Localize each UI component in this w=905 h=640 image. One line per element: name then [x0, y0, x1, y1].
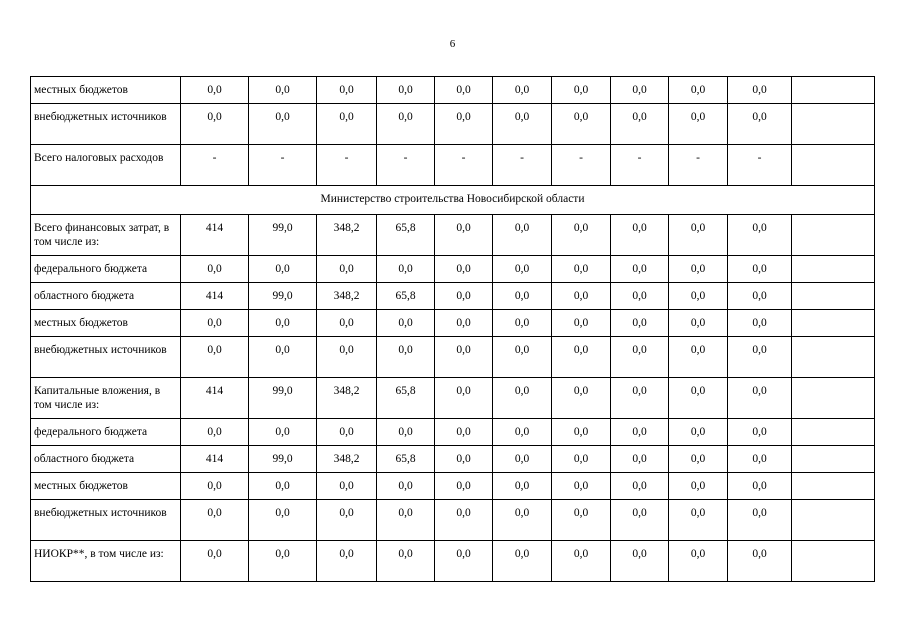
table-row	[31, 378, 875, 419]
table-cell	[792, 337, 875, 378]
row-label: местных бюджетов	[31, 310, 181, 337]
table-cell: 0,0	[552, 215, 611, 256]
table-cell: 0,0	[669, 215, 728, 256]
table-row	[31, 500, 875, 541]
table-cell: 0,0	[493, 337, 552, 378]
table-cell: 0,0	[611, 446, 669, 473]
table-cell: 0,0	[728, 473, 792, 500]
table-cell: 0,0	[669, 256, 728, 283]
table-cell: 0,0	[552, 473, 611, 500]
table-cell: 0,0	[728, 541, 792, 582]
table-row	[31, 446, 875, 473]
table-cell: 0,0	[435, 77, 493, 104]
table-cell: 0,0	[249, 500, 317, 541]
table-cell: 0,0	[493, 215, 552, 256]
table-cell	[792, 419, 875, 446]
table-cell	[792, 446, 875, 473]
table-row	[31, 310, 875, 337]
table-cell: 0,0	[552, 310, 611, 337]
table-cell: 0,0	[181, 310, 249, 337]
table-cell: 0,0	[728, 419, 792, 446]
table-cell: -	[435, 145, 493, 186]
table-cell: 414	[181, 378, 249, 419]
table-cell	[792, 378, 875, 419]
table-cell: 0,0	[611, 77, 669, 104]
table-cell: 0,0	[611, 419, 669, 446]
table-cell: 0,0	[377, 310, 435, 337]
table-cell: -	[552, 145, 611, 186]
table-cell: 0,0	[728, 500, 792, 541]
table-cell: 99,0	[249, 378, 317, 419]
table-row	[31, 215, 875, 256]
table-cell: 0,0	[435, 378, 493, 419]
table-cell: 0,0	[669, 500, 728, 541]
table-cell: 0,0	[728, 77, 792, 104]
table-cell: 0,0	[669, 283, 728, 310]
table-cell: 0,0	[552, 378, 611, 419]
table-cell: 0,0	[728, 256, 792, 283]
table-cell: 0,0	[317, 419, 377, 446]
table-cell	[792, 145, 875, 186]
table-body	[31, 77, 875, 582]
table-cell: 0,0	[669, 337, 728, 378]
table-cell: 0,0	[377, 77, 435, 104]
table-cell: 0,0	[669, 104, 728, 145]
table-cell: 65,8	[377, 215, 435, 256]
table-cell: 0,0	[435, 215, 493, 256]
table-cell: -	[493, 145, 552, 186]
table-cell: 0,0	[611, 215, 669, 256]
table-cell: 0,0	[728, 378, 792, 419]
table-row	[31, 256, 875, 283]
table-cell: 0,0	[377, 419, 435, 446]
table-cell: 0,0	[249, 473, 317, 500]
table-cell: 0,0	[377, 500, 435, 541]
table-cell: 0,0	[249, 310, 317, 337]
table-row	[31, 541, 875, 582]
table-cell: 0,0	[249, 256, 317, 283]
table-row	[31, 283, 875, 310]
table-row	[31, 473, 875, 500]
row-label: местных бюджетов	[31, 473, 181, 500]
table-cell: 0,0	[493, 378, 552, 419]
table-cell: 0,0	[493, 256, 552, 283]
table-cell: 0,0	[493, 500, 552, 541]
table-cell	[792, 541, 875, 582]
table-cell: 0,0	[611, 310, 669, 337]
table-cell: 348,2	[317, 283, 377, 310]
table-cell: 0,0	[181, 541, 249, 582]
table-cell: 0,0	[435, 104, 493, 145]
table-cell: 0,0	[728, 104, 792, 145]
table-cell: 0,0	[493, 77, 552, 104]
table-cell	[792, 215, 875, 256]
table-cell: 0,0	[435, 473, 493, 500]
table-cell: 0,0	[493, 310, 552, 337]
table-cell: 0,0	[249, 104, 317, 145]
table-cell: 0,0	[552, 500, 611, 541]
table-cell: 0,0	[611, 337, 669, 378]
table-cell: 0,0	[611, 541, 669, 582]
table-cell: 0,0	[317, 337, 377, 378]
table-cell: 65,8	[377, 378, 435, 419]
table-cell	[792, 104, 875, 145]
table-cell: 0,0	[611, 104, 669, 145]
table-cell: 0,0	[249, 541, 317, 582]
table-cell: 0,0	[317, 104, 377, 145]
table-cell: 0,0	[728, 446, 792, 473]
table-cell: 0,0	[493, 104, 552, 145]
table-cell: 0,0	[611, 283, 669, 310]
table-cell: 99,0	[249, 446, 317, 473]
table-cell: 0,0	[552, 419, 611, 446]
budget-table	[30, 76, 875, 582]
table-cell: 0,0	[669, 378, 728, 419]
table-cell: 348,2	[317, 446, 377, 473]
table-row	[31, 337, 875, 378]
row-label: федерального бюджета	[31, 419, 181, 446]
table-cell: 0,0	[611, 378, 669, 419]
table-cell: 0,0	[435, 541, 493, 582]
table-cell: 0,0	[493, 541, 552, 582]
row-label: Капитальные вложения, в том числе из:	[31, 378, 181, 419]
table-cell: 0,0	[669, 446, 728, 473]
table-cell: 0,0	[435, 283, 493, 310]
table-row	[31, 77, 875, 104]
table-cell	[792, 77, 875, 104]
table-cell: -	[728, 145, 792, 186]
section-title: Министерство строительства Новосибирской области	[31, 186, 875, 215]
row-label: областного бюджета	[31, 446, 181, 473]
table-cell: 0,0	[317, 500, 377, 541]
row-label: местных бюджетов	[31, 77, 181, 104]
table-cell: 0,0	[317, 473, 377, 500]
table-row	[31, 419, 875, 446]
table-cell: 99,0	[249, 283, 317, 310]
table-cell: -	[249, 145, 317, 186]
table-cell: 0,0	[669, 310, 728, 337]
table-cell: 0,0	[669, 419, 728, 446]
table-cell: -	[611, 145, 669, 186]
row-label: Всего налоговых расходов	[31, 145, 181, 186]
table-row	[31, 104, 875, 145]
table-cell: 414	[181, 215, 249, 256]
table-cell: 99,0	[249, 215, 317, 256]
table-cell: 0,0	[249, 419, 317, 446]
table-row	[31, 145, 875, 186]
row-label: внебюджетных источников	[31, 337, 181, 378]
table-cell: 0,0	[181, 256, 249, 283]
table-cell	[792, 310, 875, 337]
table-cell: 0,0	[493, 283, 552, 310]
table-cell: 0,0	[377, 473, 435, 500]
table-cell: 0,0	[435, 446, 493, 473]
table-cell: 0,0	[377, 256, 435, 283]
table-cell	[792, 256, 875, 283]
table-cell: 0,0	[552, 104, 611, 145]
table-cell: -	[181, 145, 249, 186]
table-cell	[792, 473, 875, 500]
table-cell: 0,0	[249, 337, 317, 378]
table-cell: 0,0	[728, 283, 792, 310]
table-cell: 0,0	[728, 337, 792, 378]
table-cell: 414	[181, 446, 249, 473]
table-cell: 0,0	[435, 310, 493, 337]
table-cell: 0,0	[611, 256, 669, 283]
table-cell: 414	[181, 283, 249, 310]
table-cell: 0,0	[181, 337, 249, 378]
table-cell: 0,0	[493, 473, 552, 500]
table-cell: 0,0	[611, 500, 669, 541]
table-cell: 0,0	[552, 256, 611, 283]
row-label: областного бюджета	[31, 283, 181, 310]
table-cell: 0,0	[552, 283, 611, 310]
table-cell: 0,0	[317, 310, 377, 337]
row-label: внебюджетных источников	[31, 104, 181, 145]
table-cell: 0,0	[377, 541, 435, 582]
row-label: НИОКР**, в том числе из:	[31, 541, 181, 582]
table-cell: 0,0	[181, 104, 249, 145]
table-cell: 0,0	[552, 337, 611, 378]
table-cell: 0,0	[728, 310, 792, 337]
page-number: 6	[449, 38, 456, 50]
table-cell: 0,0	[435, 256, 493, 283]
table-cell: 0,0	[317, 77, 377, 104]
table-cell: 0,0	[669, 541, 728, 582]
table-cell: 65,8	[377, 446, 435, 473]
table-cell: 0,0	[317, 541, 377, 582]
table-cell: 0,0	[435, 500, 493, 541]
table-cell: 0,0	[377, 104, 435, 145]
table-cell: 65,8	[377, 283, 435, 310]
table-cell: 0,0	[317, 256, 377, 283]
table-cell: 0,0	[377, 337, 435, 378]
table-cell: 0,0	[181, 419, 249, 446]
table-cell: 0,0	[728, 215, 792, 256]
table-cell: 0,0	[493, 419, 552, 446]
table-cell: 0,0	[181, 500, 249, 541]
table-cell: -	[377, 145, 435, 186]
row-label: Всего финансовых затрат, в том числе из:	[31, 215, 181, 256]
table-cell: -	[669, 145, 728, 186]
row-label: федерального бюджета	[31, 256, 181, 283]
table-cell: 0,0	[493, 446, 552, 473]
table-cell	[792, 283, 875, 310]
table-cell: 348,2	[317, 378, 377, 419]
table-cell: -	[317, 145, 377, 186]
table-cell: 0,0	[435, 419, 493, 446]
table-cell: 0,0	[435, 337, 493, 378]
table-cell: 0,0	[611, 473, 669, 500]
table-cell: 0,0	[552, 446, 611, 473]
table-cell: 0,0	[552, 77, 611, 104]
table-cell: 0,0	[249, 77, 317, 104]
table-cell: 0,0	[669, 77, 728, 104]
table-cell: 0,0	[181, 77, 249, 104]
table-cell: 0,0	[181, 473, 249, 500]
section-header-row	[31, 186, 875, 215]
table-cell: 0,0	[669, 473, 728, 500]
table-cell	[792, 500, 875, 541]
row-label: внебюджетных источников	[31, 500, 181, 541]
table-cell: 0,0	[552, 541, 611, 582]
table-cell: 348,2	[317, 215, 377, 256]
